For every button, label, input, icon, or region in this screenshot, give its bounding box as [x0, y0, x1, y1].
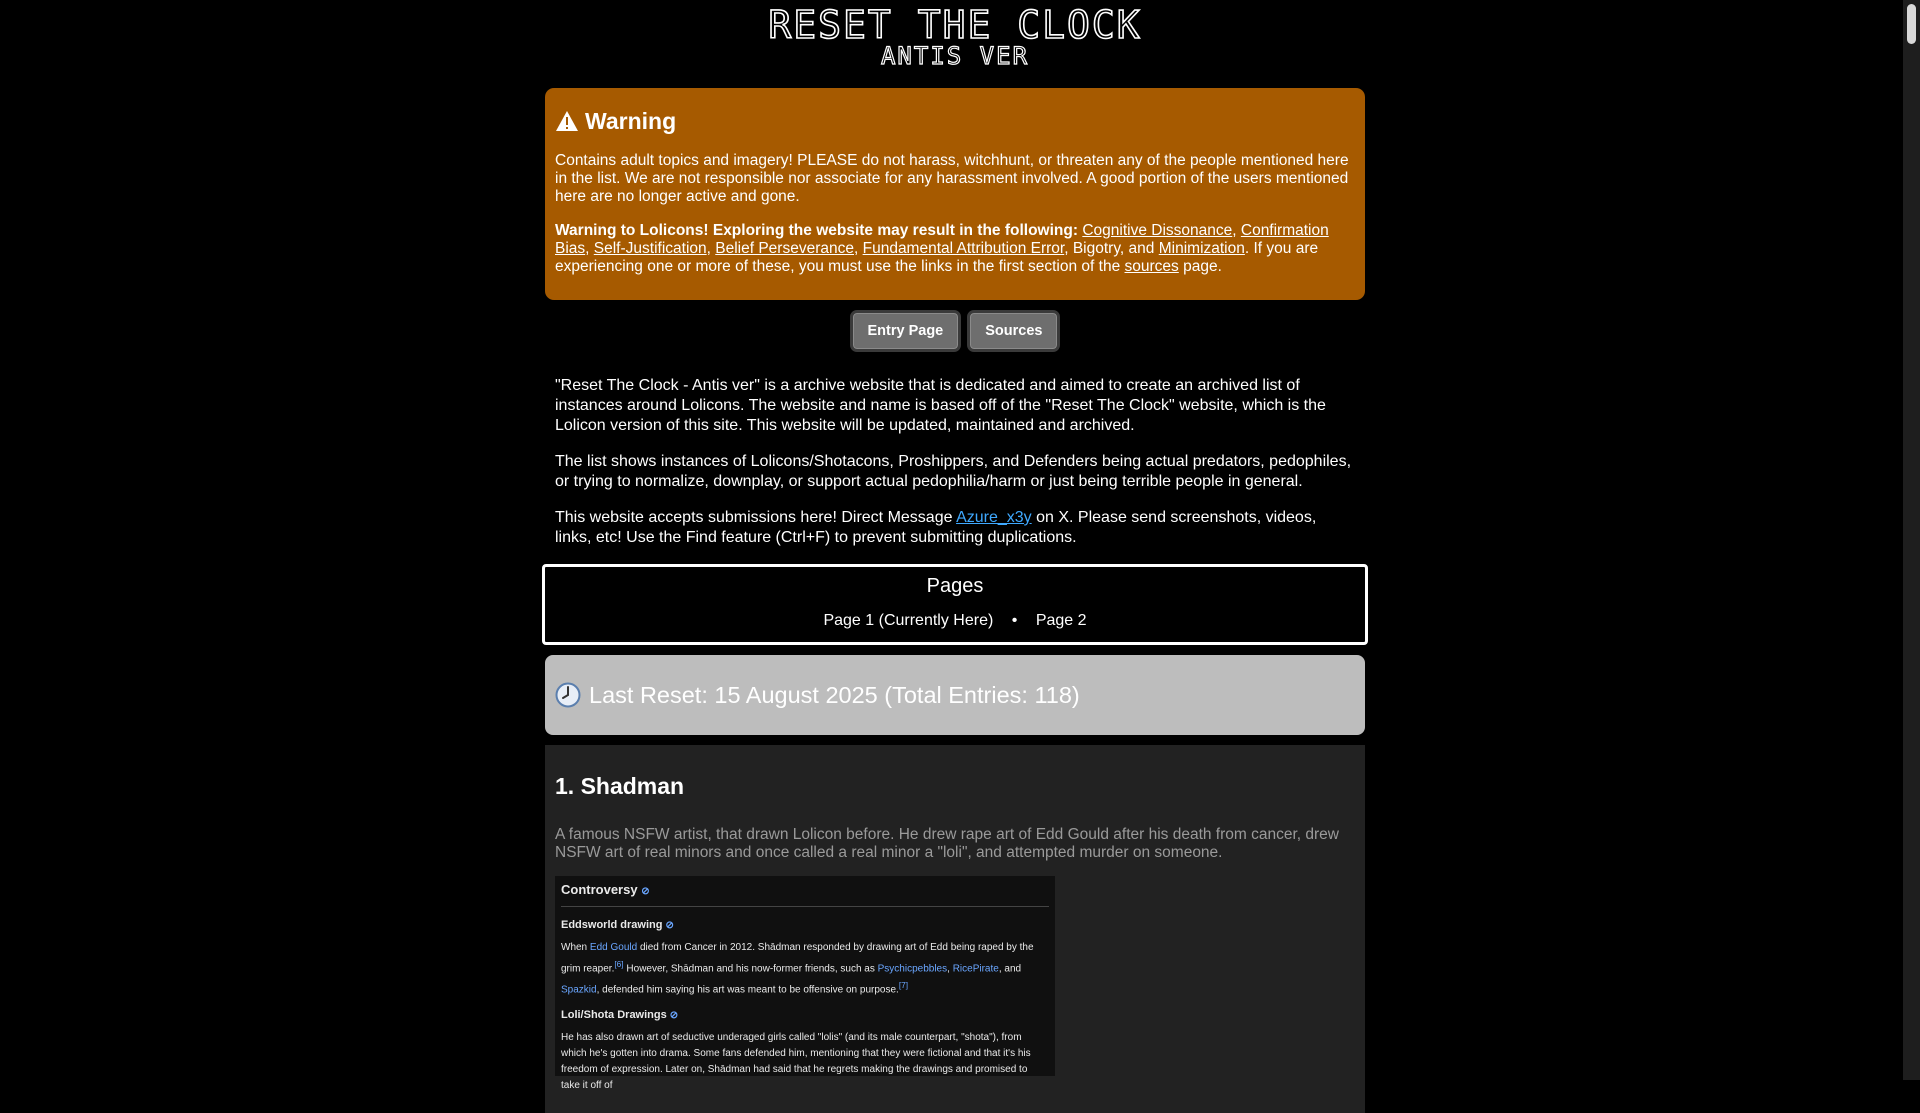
warning-box — [545, 88, 1365, 300]
screenshot-subheading-2-text: Loli/Shota Drawings — [561, 1008, 667, 1021]
intro-section — [545, 376, 1365, 548]
screenshot-link: Psychicpebbles — [877, 963, 948, 975]
intro-paragraph-1: "Reset The Clock - Antis ver" is a archive website that is dedicated and aimed to create an archived list of instances around Lolicons. The website and name is based off of the "Reset The Clock" website, which is the Lolicon version of this site. This website will be updated, maintained and archived. — [555, 377, 1326, 434]
screenshot-heading — [561, 882, 1049, 907]
entry-page-button[interactable]: Entry Page — [850, 310, 962, 352]
last-reset-box — [545, 655, 1365, 735]
screenshot-text: However, Shādman and his now-former friends, such as — [626, 963, 875, 975]
submission-tail-text: on X. Please send screenshots, videos, links, etc! Use the Find feature (Ctrl+F) to prevent submitting duplications. — [555, 509, 1317, 546]
logo-graphic — [768, 3, 1142, 70]
scrollbar-thumb[interactable] — [1907, 4, 1916, 44]
link-confirmation-bias[interactable]: Confirmation Bias — [555, 222, 1329, 257]
azure-x3y-link[interactable]: Azure_x3y — [956, 509, 1032, 526]
screenshot-text: died from Cancer in 2012. Shādman responded by drawing art of Edd being raped by the grim reaper. — [561, 942, 1034, 975]
pages-separator: • — [1011, 612, 1018, 629]
link-icon: ⊘ — [641, 886, 650, 897]
screenshot-subheading-1 — [561, 917, 1049, 934]
screenshot-ref: [6] — [614, 959, 624, 969]
clock-icon — [555, 682, 581, 708]
screenshot-ref: [7] — [898, 980, 909, 991]
entry-description: A famous NSFW artist, that drawn Lolicon before. He drew rape art of Edd Gould after his death from cancer, drew NSFW art of real minors and once called a real minor a "loli", and attempted murder on someone. — [555, 826, 1339, 861]
screenshot-paragraph-2: He has also drawn art of seductive underaged girls called "lolis" (and its male counterpart, "shota"), from which he's gotten into drama. Some fans defended him, mentioning that they were fictional and that it's his freedom of expression. Later on, Shādman had said that he regrets making the drawings and promised to take it off of — [561, 1031, 1031, 1091]
lolicon-warning-text: Warning to Lolicons! Exploring the website may result in the following: Cognitive Dissonance, Confirmation Bias, Self-Justification, Belief Perseverance, Fundamental Attribution Error, Bigotry, and Minimization. If you are experiencing one or more of these, you must use the links in the first section of the sources page. — [555, 222, 1329, 275]
submission-text: This website accepts submissions here! Direct Message — [555, 509, 953, 526]
pages-title: Pages — [926, 575, 984, 597]
link-minimization[interactable]: Minimization — [1158, 240, 1245, 257]
intro-paragraph-3 — [555, 508, 1355, 548]
page-2-link[interactable]: Page 2 — [1035, 612, 1087, 629]
screenshot-heading-text: Controversy — [561, 882, 638, 897]
screenshot-paragraph-1: When Edd Gould died from Cancer in 2012. Shādman responded by drawing art of Edd being raped by the grim reaper.[6] However, Shādman and his now-former friends, such as Psychicpebbles, RicePirate, and Spazkid, defended him saying his art was meant to be offensive on purpose.[7] — [561, 942, 1034, 996]
last-reset-text: Last Reset: 15 August 2025 (Total Entries: 118) — [589, 681, 1080, 708]
screenshot-link: Edd Gould — [589, 942, 638, 953]
link-icon: ⊘ — [669, 1009, 679, 1021]
nav-buttons — [545, 310, 1365, 352]
entry-title: 1. Shadman — [555, 773, 685, 799]
page-1-link[interactable]: Page 1 (Currently Here) — [823, 612, 994, 629]
lolicon-warning-bold: Warning to Lolicons! Exploring the website may result in the following: — [555, 222, 1079, 239]
bigotry-text: Bigotry, and — [1072, 240, 1155, 257]
pages-links — [545, 612, 1365, 630]
link-sources[interactable]: sources — [1124, 258, 1179, 275]
site-logo — [545, 3, 1365, 70]
screenshot-text: , and — [998, 963, 1022, 975]
pages-box — [542, 564, 1368, 645]
entry-card — [545, 745, 1365, 1113]
link-belief-perseverance[interactable]: Belief Perseverance — [715, 240, 854, 257]
screenshot-subheading-1-text: Eddsworld drawing — [561, 919, 663, 931]
link-icon: ⊘ — [665, 920, 674, 931]
screenshot-link: RicePirate — [952, 963, 999, 975]
warning-tail-text: . If you are experiencing one or more of these, you must use the links in the first section of the — [555, 240, 1319, 275]
warning-end-text: page. — [1183, 258, 1222, 275]
sources-button[interactable]: Sources — [967, 310, 1060, 352]
screenshot-text: When — [561, 942, 588, 953]
screenshot-link: Spazkid — [561, 984, 597, 996]
logo-line-2: ANTIS VER — [880, 42, 1030, 70]
warning-title: Warning — [585, 108, 677, 134]
evidence-screenshot — [555, 876, 1055, 1091]
page-container — [545, 0, 1365, 1113]
link-cognitive-dissonance[interactable]: Cognitive Dissonance — [1082, 222, 1233, 239]
warning-heading — [555, 110, 1355, 132]
link-self-justification[interactable]: Self-Justification — [593, 240, 707, 257]
logo-line-1: RESET THE CLOCK — [768, 3, 1142, 47]
intro-paragraph-2: The list shows instances of Lolicons/Shotacons, Proshippers, and Defenders being actual predators, pedophiles, or trying to normalize, downplay, or support actual pedophilia/harm or just being terrible people in general. — [555, 453, 1352, 490]
warning-text: Contains adult topics and imagery! PLEASE do not harass, witchhunt, or threaten any of the people mentioned here in the list. We are not responsible nor associate for any harassment involved. A good portion of the users mentioned here are no longer active and gone. — [555, 152, 1349, 205]
scrollbar[interactable] — [1903, 0, 1920, 1080]
screenshot-text: , defended him saying his art was meant to be offensive on purpose. — [596, 984, 899, 996]
link-fundamental-attribution-error[interactable]: Fundamental Attribution Error — [862, 240, 1065, 257]
warning-triangle-icon — [555, 110, 579, 132]
screenshot-subheading-2 — [561, 1007, 1049, 1024]
